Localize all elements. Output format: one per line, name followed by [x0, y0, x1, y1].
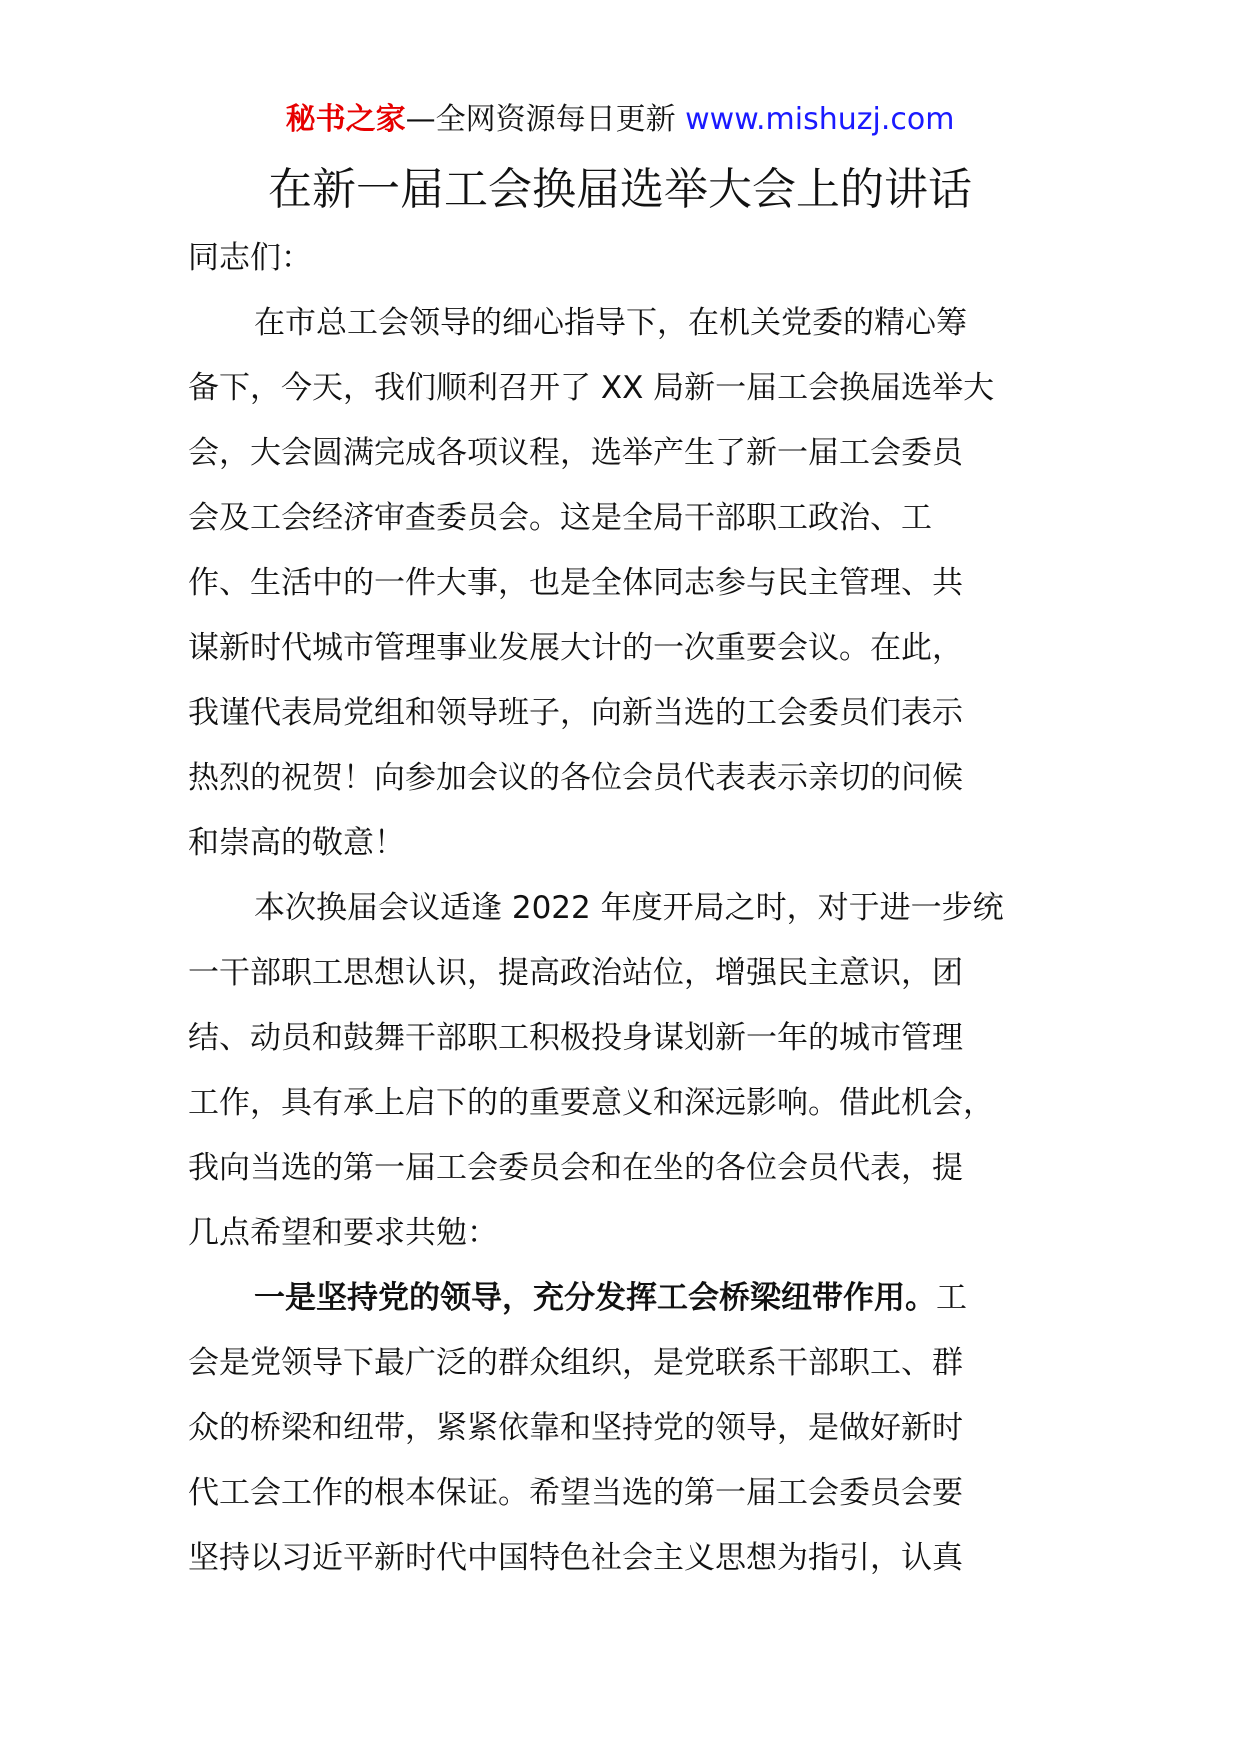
document-title: 在新一届工会换届选举大会上的讲话 — [268, 164, 972, 215]
paragraph-line: 备下，今天，我们顺利召开了 XX 局新一届工会换届选举大 — [188, 370, 995, 406]
paragraph-3 — [188, 1266, 1098, 1591]
paragraph-line: 几点希望和要求共勉： — [188, 1215, 498, 1251]
site-brand: 秘书之家 — [285, 102, 406, 137]
site-url-link[interactable]: www.mishuzj.com — [685, 102, 955, 137]
site-header — [0, 100, 1240, 140]
paragraph-line: 和崇高的敬意！ — [188, 825, 405, 861]
paragraph-line: 工作，具有承上启下的的重要意义和深远影响。借此机会， — [188, 1085, 994, 1121]
paragraph-line: 作、生活中的一件大事，也是全体同志参与民主管理、共 — [188, 565, 963, 601]
document-body — [188, 226, 1098, 1591]
paragraph-lead-tail: 工 — [936, 1280, 967, 1316]
paragraph-line: 谋新时代城市管理事业发展大计的一次重要会议。在此， — [188, 630, 963, 666]
paragraph-1 — [188, 291, 1098, 876]
paragraph-line: 会，大会圆满完成各项议程，选举产生了新一届工会委员 — [188, 435, 963, 471]
paragraph-line: 代工会工作的根本保证。希望当选的第一届工会委员会要 — [188, 1475, 963, 1511]
paragraph-lead: 一是坚持党的领导，充分发挥工会桥梁纽带作用。 — [254, 1280, 936, 1316]
paragraph-line: 会是党领导下最广泛的群众组织，是党联系干部职工、群 — [188, 1345, 963, 1381]
paragraph-line: 在市总工会领导的细心指导下，在机关党委的精心筹 — [254, 305, 967, 341]
paragraph-line: 结、动员和鼓舞干部职工积极投身谋划新一年的城市管理 — [188, 1020, 963, 1056]
paragraph-line: 众的桥梁和纽带，紧紧依靠和坚持党的领导，是做好新时 — [188, 1410, 963, 1446]
site-slogan: —全网资源每日更新 — [405, 102, 686, 137]
paragraph-lead-line — [188, 1266, 1098, 1331]
paragraph-line: 本次换届会议适逢 2022 年度开局之时，对于进一步统 — [254, 890, 1004, 926]
paragraph-line: 我谨代表局党组和领导班子，向新当选的工会委员们表示 — [188, 695, 963, 731]
paragraph-line: 我向当选的第一届工会委员会和在坐的各位会员代表，提 — [188, 1150, 963, 1186]
paragraph-line: 会及工会经济审查委员会。这是全局干部职工政治、工 — [188, 500, 932, 536]
greeting: 同志们： — [188, 240, 312, 276]
paragraph-line: 一干部职工思想认识，提高政治站位，增强民主意识，团 — [188, 955, 963, 991]
paragraph-line: 热烈的祝贺！向参加会议的各位会员代表表示亲切的问候 — [188, 760, 963, 796]
paragraph-line: 坚持以习近平新时代中国特色社会主义思想为指引，认真 — [188, 1540, 963, 1576]
paragraph-2 — [188, 876, 1098, 1266]
